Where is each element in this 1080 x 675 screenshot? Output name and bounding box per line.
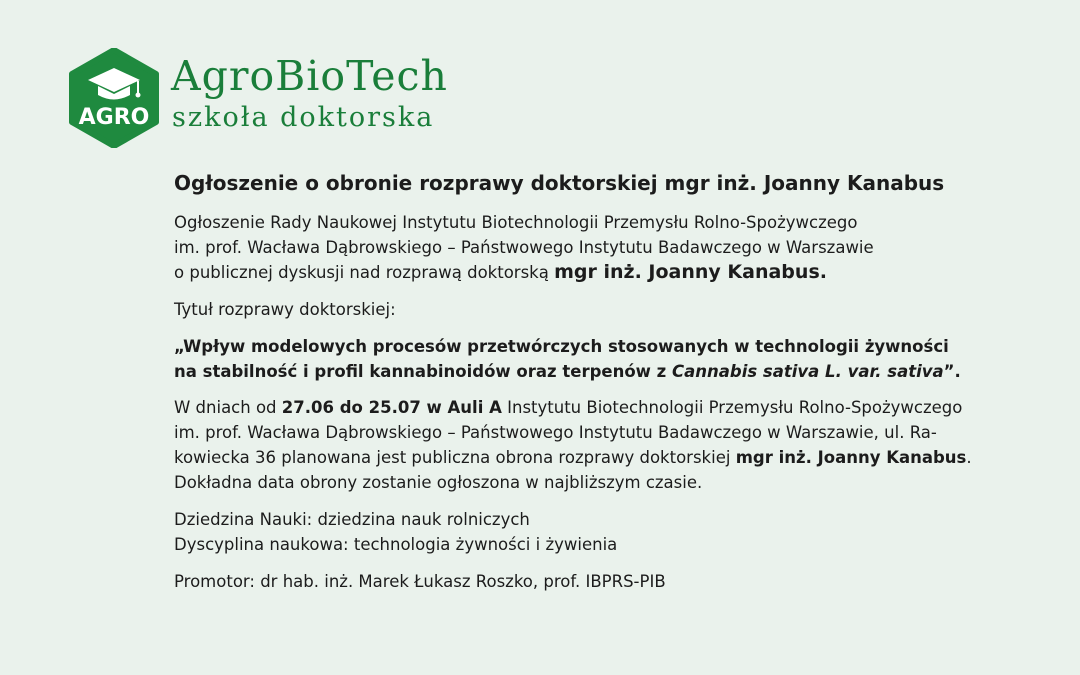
defense-dates: 27.06 do 25.07 w Auli A <box>281 398 502 417</box>
defense-period: . <box>966 448 972 467</box>
thesis-label: Tytuł rozprawy doktorskiej: <box>174 300 396 319</box>
intro-line: Ogłoszenie Rady Naukowej Instytutu Biotechnologii Przemysłu Rolno-Spożywczego <box>174 213 858 232</box>
graduation-cap-badge-icon <box>68 48 160 148</box>
scientific-discipline: Dyscyplina naukowa: technologia żywności i żywienia <box>174 535 618 554</box>
thesis-line <box>174 359 1054 384</box>
school-logo <box>68 48 538 148</box>
defense-line <box>174 395 1054 420</box>
defense-institute: Instytutu Biotechnologii Przemysłu Rolno-Spożywczego <box>507 398 963 417</box>
defense-line: Dokładna data obrony zostanie ogłoszona w najbliższym czasie. <box>174 473 703 492</box>
defense-paragraph <box>174 395 1054 495</box>
field-of-science: Dziedzina Nauki: dziedzina nauk rolniczych <box>174 510 530 529</box>
defense-prefix: W dniach od <box>174 398 277 417</box>
thesis-text: na stabilność i profil kannabinoidów oraz terpenów z <box>174 362 667 381</box>
brand-name: AgroBioTech <box>171 52 448 100</box>
brand-subtitle: szkoła doktorska <box>172 102 435 133</box>
intro-line: im. prof. Wacława Dąbrowskiego – Państwowego Instytutu Badawczego w Warszawie <box>174 238 874 257</box>
intro-text: o publicznej dyskusji nad rozprawą doktorską <box>174 263 549 282</box>
candidate-name: mgr inż. Joanny Kanabus. <box>554 261 827 283</box>
defense-line <box>174 445 1054 470</box>
thesis-species: Cannabis sativa L. var. sativa <box>672 362 944 381</box>
defense-candidate: mgr inż. Joanny Kanabus <box>735 448 967 467</box>
defense-text: kowiecka 36 planowana jest publiczna obrona rozprawy doktorskiej <box>174 448 731 467</box>
thesis-title <box>174 334 1054 384</box>
intro-paragraph <box>174 210 1054 285</box>
announcement-title: Ogłoszenie o obronie rozprawy doktorskiej mgr inż. Joanny Kanabus <box>174 171 945 195</box>
thesis-close: ”. <box>943 362 961 381</box>
badge-text: AGRO <box>78 105 150 130</box>
field-paragraph <box>174 507 1054 557</box>
announcement-body <box>174 171 1054 606</box>
thesis-line: „Wpływ modelowych procesów przetwórczych stosowanych w technologii żywności <box>174 337 949 356</box>
defense-line: im. prof. Wacława Dąbrowskiego – Państwowego Instytutu Badawczego w Warszawie, ul. Ra- <box>174 423 937 442</box>
promoter: Promotor: dr hab. inż. Marek Łukasz Roszko, prof. IBPRS-PIB <box>174 572 666 591</box>
intro-line <box>174 260 1054 285</box>
